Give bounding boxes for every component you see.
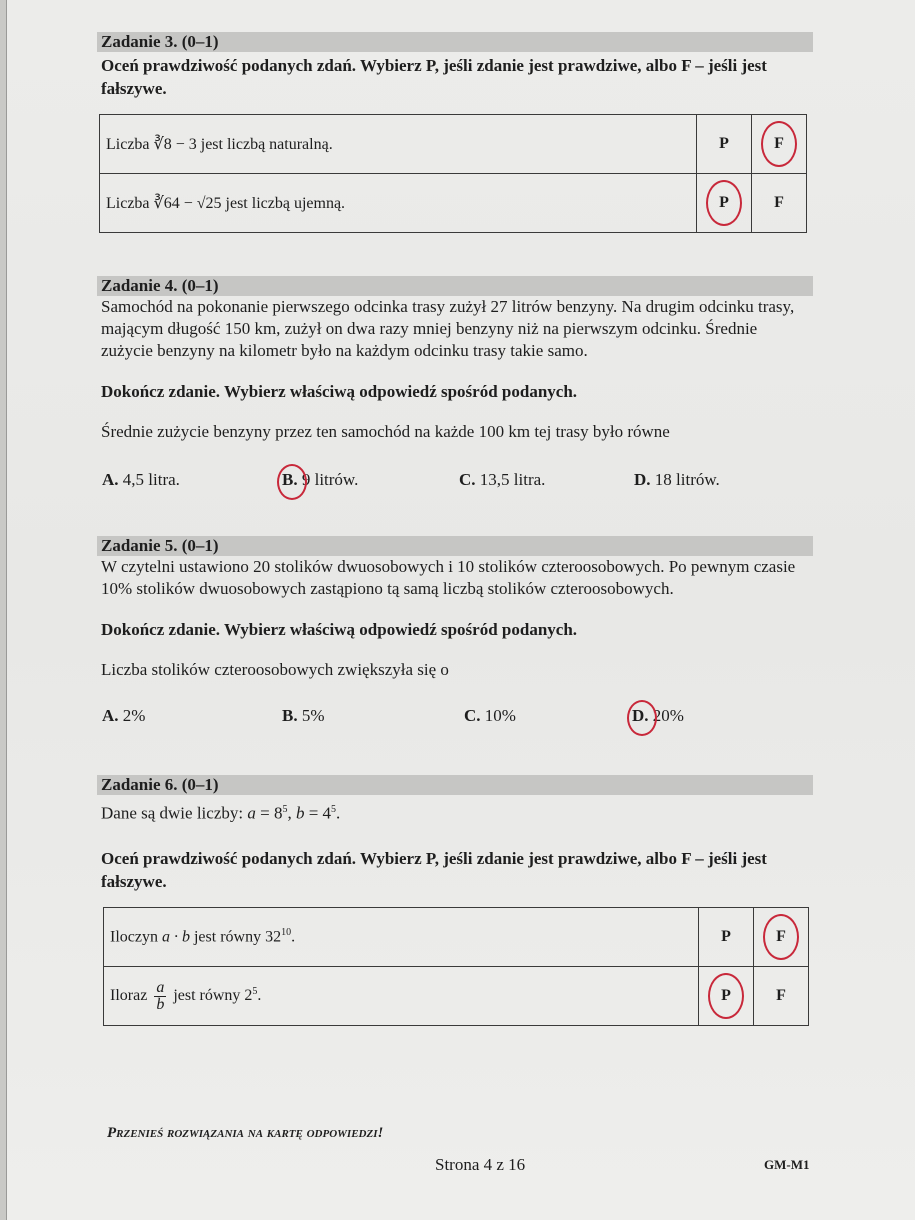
option-p[interactable]: P — [697, 115, 752, 174]
exam-code: GM-M1 — [764, 1157, 810, 1172]
task-3-table — [99, 114, 807, 233]
page-number: Strona 4 z 16 — [435, 1155, 526, 1174]
statement: Iloczyn a · b jest równy $32^{10}$. — [104, 908, 699, 967]
answer-a[interactable]: A. 4,5 litra. — [102, 470, 180, 489]
answer-c[interactable]: C. 10% — [464, 706, 516, 725]
task-6 — [97, 775, 813, 893]
footer-note: Przenieś rozwiązania na kartę odpowiedzi! — [107, 1125, 384, 1141]
task-3-header: Zadanie 3. (0–1) — [97, 32, 813, 52]
page-edge — [0, 0, 7, 1220]
answer-c[interactable]: C. 13,5 litra. — [459, 470, 546, 489]
task-3 — [97, 32, 813, 100]
task-6-given: Dane są dwie liczby: $a = 8^5$, $b = 4^5$. — [101, 803, 341, 823]
option-f[interactable]: F — [752, 174, 807, 233]
option-p-circled[interactable]: P — [699, 967, 754, 1026]
task-6-table — [103, 907, 809, 1026]
answer-b[interactable]: B. 5% — [282, 706, 325, 725]
task-5 — [97, 536, 813, 681]
task-4 — [97, 276, 813, 443]
math-expression: ∛64 − √25 — [153, 195, 222, 212]
exam-page — [7, 0, 915, 1220]
answer-a[interactable]: A. 2% — [102, 706, 146, 725]
task-4-header: Zadanie 4. (0–1) — [97, 276, 813, 296]
task-5-question: Liczba stolików czteroosobowych zwiększyła się o — [101, 660, 449, 679]
option-f-circled[interactable]: F — [754, 908, 809, 967]
option-f-circled[interactable]: F — [752, 115, 807, 174]
table-row — [100, 115, 807, 174]
option-p-circled[interactable]: P — [697, 174, 752, 233]
task-5-header: Zadanie 5. (0–1) — [97, 536, 813, 556]
fraction: $\frac{a}{b}$ — [156, 978, 165, 1013]
task-4-question: Średnie zużycie benzyny przez ten samochód na każde 100 km tej trasy było równe — [101, 422, 670, 441]
task-5-text: W czytelni ustawiono 20 stolików dwuosobowych i 10 stolików czteroosobowych. Po pewnym czasie 10% stolików dwuosobowych zastąpiono tą samą liczbą stolików czteroosobowych. — [101, 557, 796, 598]
task-6-instruction: Oceń prawdziwość podanych zdań. Wybierz P, jeśli zdanie jest prawdziwe, albo F – jeśli jest fałszywe. — [101, 848, 767, 891]
table-row — [104, 908, 809, 967]
option-f[interactable]: F — [754, 967, 809, 1026]
statement: Liczba ∛8 − 3 jest liczbą naturalną. — [100, 115, 697, 174]
statement: Iloraz $\frac{a}{b}$ jest równy $2^5$. — [104, 967, 699, 1026]
answer-b-circled[interactable]: B. 9 litrów. — [282, 470, 359, 489]
option-p[interactable]: P — [699, 908, 754, 967]
table-row — [100, 174, 807, 233]
task-5-instruction: Dokończ zdanie. Wybierz właściwą odpowiedź spośród podanych. — [101, 620, 578, 639]
answer-d[interactable]: D. 18 litrów. — [634, 470, 720, 489]
task-3-instruction: Oceń prawdziwość podanych zdań. Wybierz P, jeśli zdanie jest prawdziwe, albo F – jeśli jest fałszywe. — [101, 56, 767, 98]
task-4-instruction: Dokończ zdanie. Wybierz właściwą odpowiedź spośród podanych. — [101, 382, 578, 401]
statement: Liczba ∛64 − √25 jest liczbą ujemną. — [100, 174, 697, 233]
answer-d-circled[interactable]: D. 20% — [632, 706, 684, 725]
table-row — [104, 967, 809, 1026]
task-6-header: Zadanie 6. (0–1) — [97, 775, 813, 795]
task-4-text: Samochód na pokonanie pierwszego odcinka trasy zużył 27 litrów benzyny. Na drugim odcinku trasy, mającym długość 150 km, zużył on dwa razy mniej benzyny niż na pierwszym odcinku. Średnie zużycie benzyny na kilometr było na każdym odcinku trasy takie samo. — [101, 297, 795, 360]
math-expression: ∛8 − 3 — [153, 136, 197, 153]
